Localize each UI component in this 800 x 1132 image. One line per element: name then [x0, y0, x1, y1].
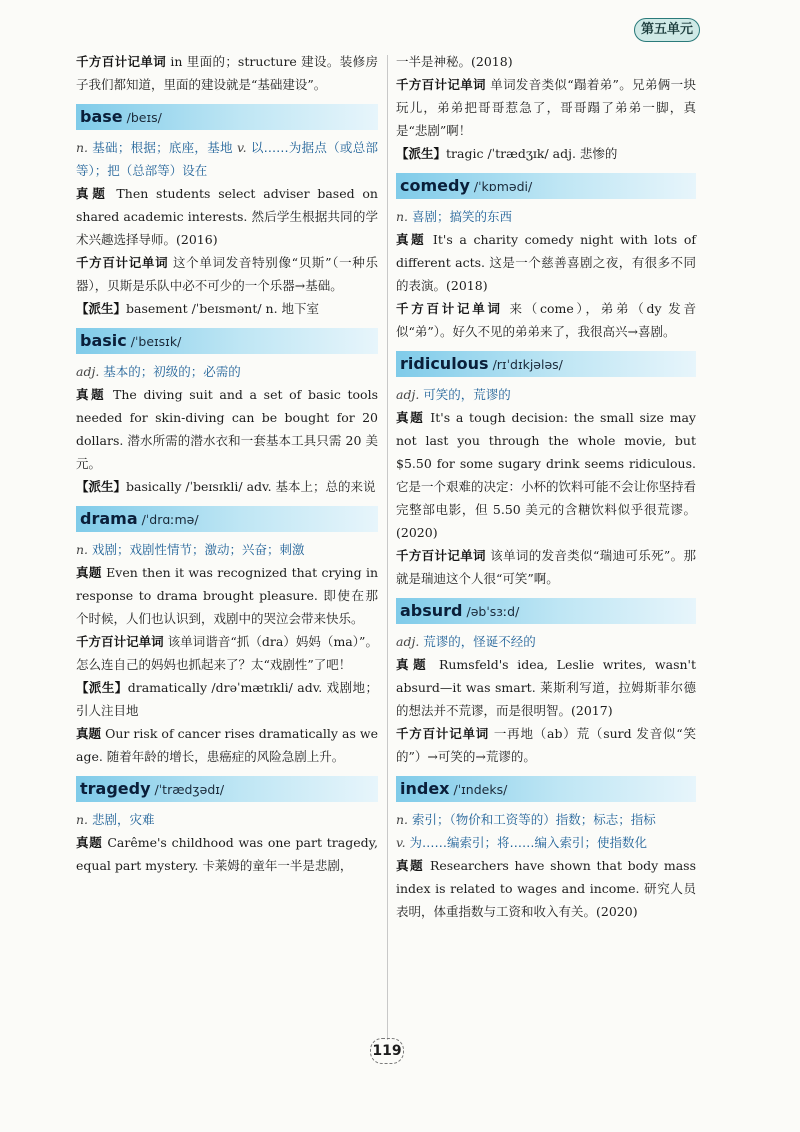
- section-label: 千方百计记单词: [396, 726, 490, 741]
- entry-line: [76, 475, 378, 498]
- headword: ridiculous: [400, 354, 489, 373]
- definition: 悲剧，灾难: [92, 812, 155, 827]
- section-label: 千方百计记单词: [396, 301, 503, 316]
- entry-text: 这个单词发音特别像“贝斯”（一种乐器），贝斯是乐队中必不可少的一个乐器→基础。: [76, 255, 378, 293]
- right-column: [396, 50, 696, 931]
- entry-text: Researchers have shown that body mass index is related to wages and income. 研究人员表明，体重指数与工资和收入有关。(2020): [396, 858, 696, 919]
- entry-text: Carême's childhood was one part tragedy, equal part mystery. 卡莱姆的童年一半是悲剧，: [76, 835, 378, 873]
- left-column: [76, 50, 378, 885]
- pronunciation: /rɪˈdɪkjələs/: [492, 357, 563, 372]
- entry-text: 一再地（ab）荒（surd 发音似“笑的”）→可笑的→荒谬的。: [396, 726, 696, 764]
- entry-line: [396, 808, 696, 831]
- entry-header: [396, 351, 696, 377]
- section-label: 真题: [396, 232, 427, 247]
- entry-line: [396, 854, 696, 923]
- section-label: 【派生】: [76, 479, 127, 494]
- entry-line: [396, 630, 696, 653]
- section-label: 真题: [76, 186, 109, 201]
- word-entry: [396, 173, 696, 343]
- entry-text: Rumsfeld's idea, Leslie writes, wasn't absurd—it was smart. 莱斯利写道，拉姆斯菲尔德的想法并不荒谬，而是很明智。(2017): [396, 657, 696, 718]
- unit-badge: 第五单元: [634, 18, 700, 42]
- entry-line: [396, 205, 696, 228]
- entry-line: [76, 251, 378, 297]
- entry-text: in 里面的；structure 建设。装修房子我们都知道，里面的建设就是“基础建设”。: [76, 54, 378, 92]
- section-label: 【派生】: [76, 680, 128, 695]
- entry-line: [396, 50, 696, 73]
- entry-line: [396, 722, 696, 768]
- word-entry: [76, 328, 378, 498]
- part-of-speech: adj.: [396, 634, 420, 649]
- word-entry: [396, 776, 696, 923]
- entry-line: [396, 73, 696, 142]
- entry-line: [76, 561, 378, 630]
- entry-header: [76, 776, 378, 802]
- entry-line: [76, 630, 378, 676]
- section-label: 真题: [396, 410, 425, 425]
- entry-text: 单词发音类似“蹋着弟”。兄弟俩一块玩儿，弟弟把哥哥惹急了，哥哥蹋了弟弟一脚，真是“悲剧”啊！: [396, 77, 696, 138]
- section-label: 千方百计记单词: [396, 77, 486, 92]
- section-label: 千方百计记单词: [76, 255, 169, 270]
- headword: drama: [80, 509, 138, 528]
- entry-text: basement /ˈbeɪsmənt/ n. 地下室: [126, 301, 320, 316]
- entry-line: [76, 297, 378, 320]
- section-label: 千方百计记单词: [396, 548, 486, 563]
- entry-line: [76, 136, 378, 182]
- entry-header: [396, 776, 696, 802]
- headword: basic: [80, 331, 127, 350]
- section-label: 千方百计记单词: [76, 54, 167, 69]
- definition: 戏剧；戏剧性情节；激动；兴奋；刺激: [92, 542, 305, 557]
- entry-text: The diving suit and a set of basic tools needed for skin-diving can be bought for 20 dollars. 潜水所需的潜水衣和一套基本工具只需 20 美元。: [76, 387, 378, 471]
- entry-text: Even then it was recognized that crying in response to drama brought pleasure. 即使在那个时候，人们也认识到，戏剧中的哭泣会带来快乐。: [76, 565, 378, 626]
- entry-line: [76, 808, 378, 831]
- entry-header: [76, 506, 378, 532]
- word-entry: [396, 598, 696, 768]
- entry-line: [396, 142, 696, 165]
- part-of-speech: n.: [396, 209, 409, 224]
- part-of-speech: n.: [76, 140, 89, 155]
- entry-header: [76, 328, 378, 354]
- part-of-speech: v.: [396, 835, 406, 850]
- entry-line: [76, 50, 378, 96]
- entry-line: [76, 676, 378, 722]
- word-entry: [76, 506, 378, 768]
- part-of-speech: n.: [76, 542, 89, 557]
- entry-text: 该单词谐音“抓（dra）妈妈（ma）”。怎么连自己的妈妈也抓起来了？太“戏剧性”了吧！: [76, 634, 378, 672]
- section-label: 真题: [76, 565, 102, 580]
- word-entry: [76, 50, 378, 96]
- headword: tragedy: [80, 779, 151, 798]
- entry-header: [396, 598, 696, 624]
- entry-text: tragic /ˈtrædʒɪk/ adj. 悲惨的: [446, 146, 618, 161]
- entry-line: [396, 297, 696, 343]
- pronunciation: /ˈkɒmədi/: [473, 179, 533, 194]
- page-number: 119: [370, 1038, 404, 1064]
- entry-line: [396, 383, 696, 406]
- section-label: 真题: [76, 387, 107, 402]
- pronunciation: /ˈɪndeks/: [453, 782, 508, 797]
- entry-line: [76, 722, 378, 768]
- part-of-speech: adj.: [76, 364, 100, 379]
- entry-line: [76, 383, 378, 475]
- pronunciation: /beɪs/: [126, 110, 162, 125]
- entry-line: [396, 831, 696, 854]
- section-label: 【派生】: [76, 301, 127, 316]
- part-of-speech: adj.: [396, 387, 420, 402]
- entry-line: [396, 406, 696, 544]
- word-entry: [76, 104, 378, 320]
- definition: 索引；（物价和工资等的）指数；标志；指标: [412, 812, 656, 827]
- section-label: 真题: [396, 858, 425, 873]
- entry-line: [396, 544, 696, 590]
- section-label: 千方百计记单词: [76, 634, 164, 649]
- section-label: 真题: [76, 835, 103, 850]
- section-label: 【派生】: [396, 146, 447, 161]
- column-divider: [387, 55, 388, 1040]
- pronunciation: /əbˈsɜːd/: [466, 604, 520, 619]
- entry-text: Our risk of cancer rises dramatically as we age. 随着年龄的增长，患癌症的风险急剧上升。: [76, 726, 378, 764]
- entry-text: Then students select adviser based on shared academic interests. 然后学生根据共同的学术兴趣选择导师。(2016): [76, 186, 378, 247]
- entry-text: It's a tough decision: the small size may not last you through the whole movie, but $5.50 for some sugary drink seems ridiculous. 它是一个艰难的决定：小杯的饮料可能不会让你坚持看完整部电影，但 5.50 美元的含糖饮料似乎很荒谬。(2020): [396, 410, 697, 540]
- definition: 为……编索引；将……编入索引；使指数化: [409, 835, 648, 850]
- entry-text: 该单词的发音类似“瑞迪可乐死”。那就是瑞迪这个人很“可笑”啊。: [396, 548, 696, 586]
- pronunciation: /ˈdrɑːmə/: [141, 512, 199, 527]
- headword: comedy: [400, 176, 470, 195]
- entry-line: [76, 831, 378, 877]
- entry-line: [76, 360, 378, 383]
- entry-text: 来（come），弟弟（dy 发音似“弟”）。好久不见的弟弟来了，我很高兴→喜剧。: [396, 301, 696, 339]
- pronunciation: /ˈbeɪsɪk/: [130, 334, 182, 349]
- part-of-speech: n.: [396, 812, 409, 827]
- entry-text: It's a charity comedy night with lots of different acts. 这是一个慈善喜剧之夜，有很多不同的表演。(2018): [396, 232, 696, 293]
- entry-line: [76, 182, 378, 251]
- definition: 基础；根据；底座，基地: [92, 140, 233, 155]
- word-entry: [396, 50, 696, 165]
- definition: 荒谬的，怪诞不经的: [423, 634, 536, 649]
- definition: 喜剧；搞笑的东西: [412, 209, 513, 224]
- entry-line: [396, 228, 696, 297]
- entry-line: [396, 653, 696, 722]
- entry-text: basically /ˈbeɪsɪkli/ adv. 基本上；总的来说: [126, 479, 376, 494]
- entry-text: 一半是神秘。(2018): [396, 54, 513, 69]
- word-entry: [396, 351, 696, 590]
- pronunciation: /ˈtrædʒədɪ/: [154, 782, 225, 797]
- section-label: 真题: [396, 657, 431, 672]
- headword: base: [80, 107, 123, 126]
- entry-header: [76, 104, 378, 130]
- headword: index: [400, 779, 450, 798]
- definition: 基本的；初级的；必需的: [103, 364, 241, 379]
- section-label: 真题: [76, 726, 102, 741]
- part-of-speech: n.: [76, 812, 89, 827]
- definition: 可笑的，荒谬的: [423, 387, 511, 402]
- definition: 以……为据点（或总部等）；把（总部等）设在: [76, 140, 378, 178]
- part-of-speech: v.: [237, 140, 247, 155]
- headword: absurd: [400, 601, 463, 620]
- word-entry: [76, 776, 378, 877]
- entry-text: dramatically /drəˈmætɪkli/ adv. 戏剧地；引人注目地: [76, 680, 378, 718]
- entry-line: [76, 538, 378, 561]
- entry-header: [396, 173, 696, 199]
